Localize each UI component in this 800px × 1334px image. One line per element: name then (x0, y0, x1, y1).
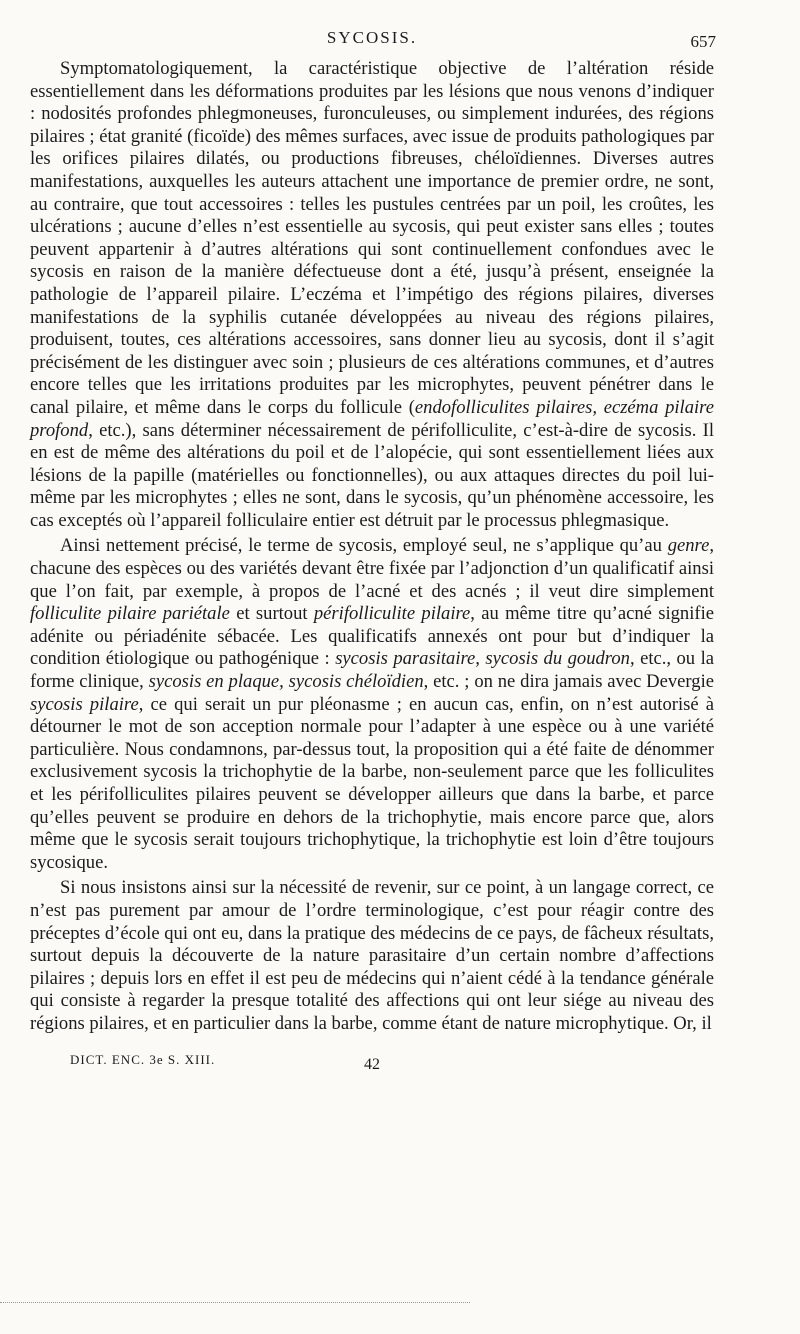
text-run: , etc. ; on ne dira jamais avec Devergie (423, 671, 714, 693)
body-text (30, 58, 714, 1036)
text-run: Si nous insistons ainsi sur la nécessité de revenir, sur ce point, à un langage correct, ce n’est pas purement par amour de l’ordre terminologique, c’est pour réagir contre des préceptes d’école qui ont eu, dans la pratique des médecins de ce pays, de fâcheux résultats, surtout depuis la découverte de la nature parasitaire d’un certain nombre d’affections pilaires ; depuis lors en effet il est peu de médecins qui n’aient cédé à la tendance générale qui consiste à regarder la presque totalité des affections qui ont leur siége au niveau des régions pilaires, et en particulier dans la barbe, comme étant de nature microphytique. Or, il (30, 877, 714, 1034)
sheet-number: 42 (364, 1055, 380, 1073)
paragraph (30, 58, 714, 532)
paragraph (30, 535, 714, 874)
text-run: et surtout (229, 603, 314, 625)
running-title: SYCOSIS. (326, 28, 418, 47)
page-footer (30, 1046, 714, 1086)
italic-term: sycosis parasitaire, sycosis du goudron (335, 648, 630, 670)
italic-term: genre (667, 535, 710, 557)
running-head (30, 22, 714, 52)
text-run: Ainsi nettement précisé, le terme de sycosis, employé seul, ne s’applique qu’au (60, 535, 668, 557)
italic-term: folliculite pilaire pariétale (30, 603, 230, 625)
text-run: , etc.), sans déterminer nécessairement de périfolliculite, c’est-à-dire de sycosis. Il en est de même des altérations du poil et de l’alopécie, qui sont essentiellement liées aux lésions de la papille (matérielles ou fonctionnelles), ou aux attaques directes du poil lui-même par les microphytes ; elles ne sont, dans le sycosis, qu’un phénomène accessoire, les cas exceptés où l’appareil folliculaire entier est détruit par le processus phlegmasique. (30, 419, 714, 531)
italic-term: endofolliculites pilaires, eczéma pilaire profond (30, 396, 714, 441)
text-run: , chacune des espèces ou des variétés devant être fixée par l’adjonction d’un qualificatif ainsi que l’on fait, par exemple, à propos de l’acné et des acnés ; il veut dire simplement (30, 535, 714, 602)
book-page (30, 22, 714, 1086)
paragraph (30, 877, 714, 1035)
italic-term: périfolliculite pilaire (313, 603, 471, 625)
text-run: , etc., ou la forme clinique, (30, 648, 714, 693)
text-run: Symptomatologiquement, la caractéristique objective de l’altération réside essentiellement dans les déformations produites par les lésions que nous venons d’indiquer : nodosités profondes phlegmoneuses, furonculeuses, ou simplement indurées, des régions pilaires ; état granité (ficoïde) des mêmes surfaces, avec issue de produits pathologiques par les orifices pilaires dilatés, ou productions fibreuses, chéloïdiennes. Diverses autres manifestations, auxquelles les auteurs attachent une importance de premier ordre, ne sont, au contraire, que tout accessoires : telles les pustules centrées par un poil, les croûtes, les ulcérations ; aucune d’elles n’est essentielle au sycosis, qui peut exister sans elles ; toutes peuvent appartenir à d’autres altérations qui sont continuellement confondues avec le sycosis en raison de la manière défectueuse dont a été, jusqu’à présent, enseignée la pathologie de l’appareil pilaire. L’eczéma et l’impétigo des régions pilaires, diverses manifestations de la syphilis cutanée développées au niveau des régions pilaires, produisent, toutes, ces altérations accessoires, sans donner lieu au sycosis, dont il s’agit précisément de les distinguer avec soin ; plusieurs de ces altérations communes, et d’autres encore telles que les irritations produites par les microphytes, peuvent pénétrer dans le canal pilaire, et même dans le corps du follicule ( (30, 58, 714, 418)
bottom-rule (0, 1302, 470, 1303)
italic-term: sycosis pilaire (30, 693, 139, 715)
page-number: 657 (690, 32, 716, 51)
italic-term: sycosis en plaque, sycosis chéloïdien (148, 671, 424, 693)
text-run: , au même titre qu’acné signifie adénite ou périadénite sébacée. Les qualificatifs annexés ont pour but d’indiquer la condition étiologique ou pathogénique : (30, 603, 714, 670)
text-run: , ce qui serait un pur pléonasme ; en aucun cas, enfin, on n’est autorisé à détourner le mot de son acception normale pour l’adapter à une espèce ou à une variété particulière. Nous condamnons, par-dessus tout, la proposition qui a été faite de dénommer exclusivement sycosis la trichophytie de la barbe, non-seulement parce que les folliculites et les périfolliculites pilaires peuvent se développer ailleurs que dans la barbe, et parce qu’elles peuvent se produire en dehors de la trichophytie, mais encore parce que, alors même que le sycosis serait toujours trichophytique, la trichophytie est loin d’être toujours sycosique. (30, 693, 714, 873)
printer-signature: DICT. ENC. 3e S. XIII. (70, 1051, 216, 1067)
